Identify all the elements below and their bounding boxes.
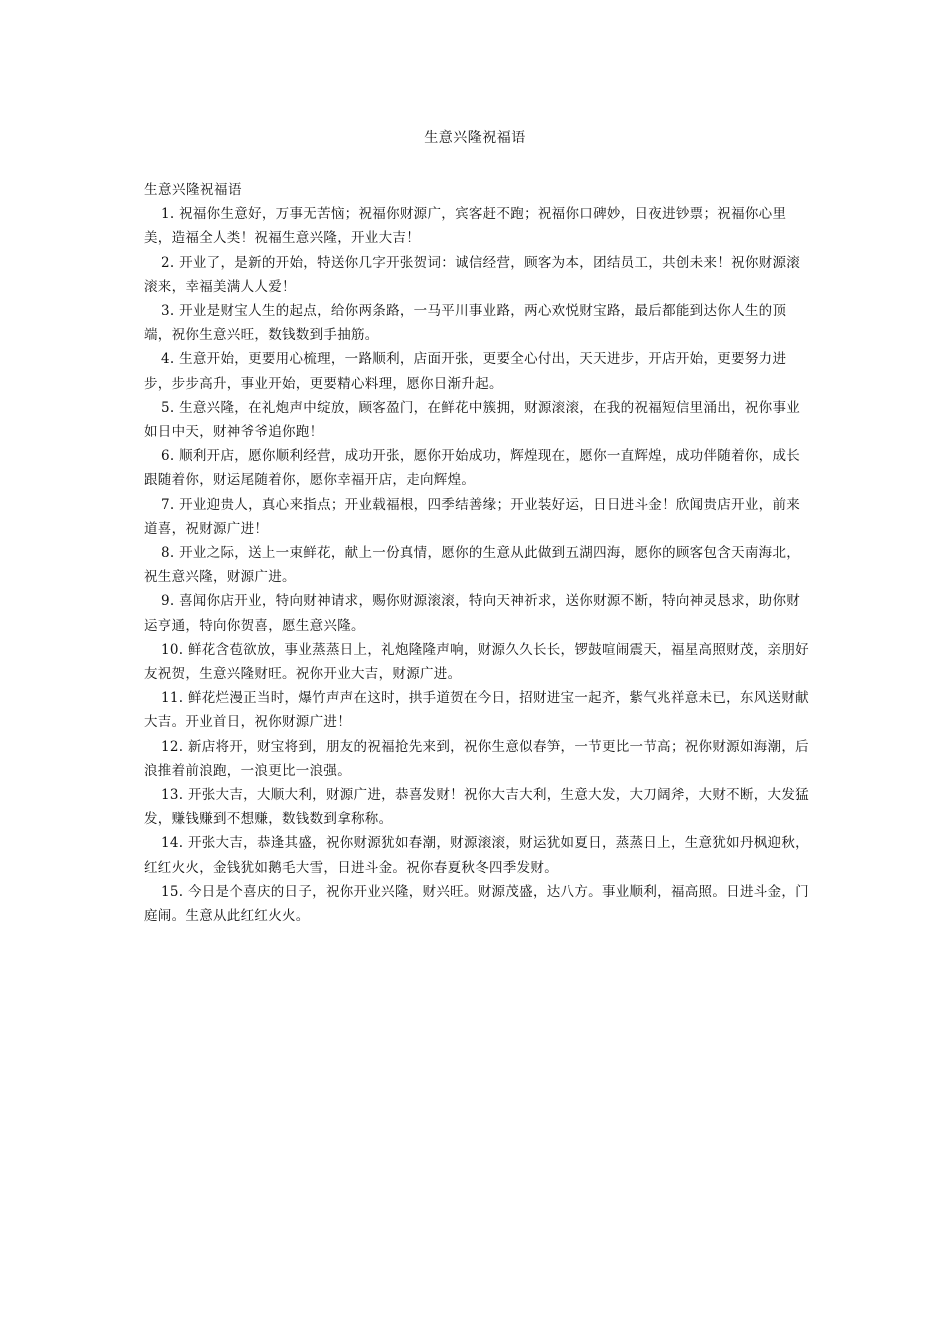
document-body: [144, 178, 810, 928]
list-item: 10. 鲜花含苞欲放，事业蒸蒸日上，礼炮隆隆声响，财源久久长长，锣鼓喧闹震天，福星高照财茂，亲朋好友祝贺，生意兴隆财旺。祝你开业大吉，财源广进。: [144, 641, 809, 683]
list-item: 11. 鲜花烂漫正当时，爆竹声声在这时，拱手道贺在今日，招财进宝一起齐，紫气兆祥意未已，东风送财献大吉。开业首日，祝你财源广进！: [144, 690, 809, 731]
list-item: 15. 今日是个喜庆的日子，祝你开业兴隆，财兴旺。财源茂盛，达八方。事业顺利，福高照。日进斗金，门庭闹。生意从此红红火火。: [144, 883, 809, 925]
list-item: 1. 祝福你生意好，万事无苦恼；祝福你财源广，宾客赶不跑；祝福你口碑妙，日夜进钞票；祝福你心里美，造福全人类！祝福生意兴隆，开业大吉！: [144, 206, 787, 247]
list-item: 14. 开张大吉，恭逢其盛，祝你财源犹如春潮，财源滚滚，财运犹如夏日，蒸蒸日上，生意犹如丹枫迎秋，红红火火，金钱犹如鹅毛大雪，日进斗金。祝你春夏秋冬四季发财。: [144, 835, 809, 876]
list-item: 7. 开业迎贵人，真心来指点；开业载福根，四季结善缘；开业装好运，日日进斗金！欣闻贵店开业，前来道喜，祝财源广进！: [144, 496, 801, 537]
list-item: 3. 开业是财宝人生的起点，给你两条路，一马平川事业路，两心欢悦财宝路，最后都能到达你人生的顶端，祝你生意兴旺，数钱数到手抽筋。: [144, 303, 787, 344]
document-title: 生意兴隆祝福语: [424, 130, 526, 146]
list-item: 2. 开业了，是新的开始，特送你几字开张贺词：诚信经营，顾客为本，团结员工，共创未来！祝你财源滚滚来，幸福美满人人爱！: [144, 254, 801, 295]
list-item: 5. 生意兴隆，在礼炮声中绽放，顾客盈门，在鲜花中簇拥，财源滚滚，在我的祝福短信里涌出，祝你事业如日中天，财神爷爷追你跑！: [144, 399, 801, 441]
list-item: 13. 开张大吉，大顺大利，财源广进，恭喜发财！祝你大吉大利，生意大发，大刀阔斧，大财不断，大发猛发，赚钱赚到不想赚，数钱数到拿称称。: [144, 787, 809, 828]
list-item: 8. 开业之际，送上一束鲜花，献上一份真情，愿你的生意从此做到五湖四海，愿你的顾客包含天南海北，祝生意兴隆，财源广进。: [144, 545, 801, 586]
list-item: 6. 顺利开店，愿你顺利经营，成功开张，愿你开始成功，辉煌现在，愿你一直辉煌，成功伴随着你，成长跟随着你，财运尾随着你，愿你幸福开店，走向辉煌。: [144, 448, 801, 489]
section-heading: 生意兴隆祝福语: [144, 182, 242, 198]
list-item: 4. 生意开始，更要用心梳理，一路顺利，店面开张，更要全心付出，天天进步，开店开始，更要努力进步，步步高升，事业开始，更要精心料理，愿你日渐升起。: [144, 351, 787, 392]
list-item: 12. 新店将开，财宝将到，朋友的祝福抢先来到，祝你生意似春笋，一节更比一节高；祝你财源如海潮，后浪推着前浪跑，一浪更比一浪强。: [144, 738, 809, 779]
list-item: 9. 喜闻你店开业，特向财神请求，赐你财源滚滚，特向天神祈求，送你财源不断，特向神灵恳求，助你财运亨通，特向你贺喜，愿生意兴隆。: [144, 593, 801, 634]
